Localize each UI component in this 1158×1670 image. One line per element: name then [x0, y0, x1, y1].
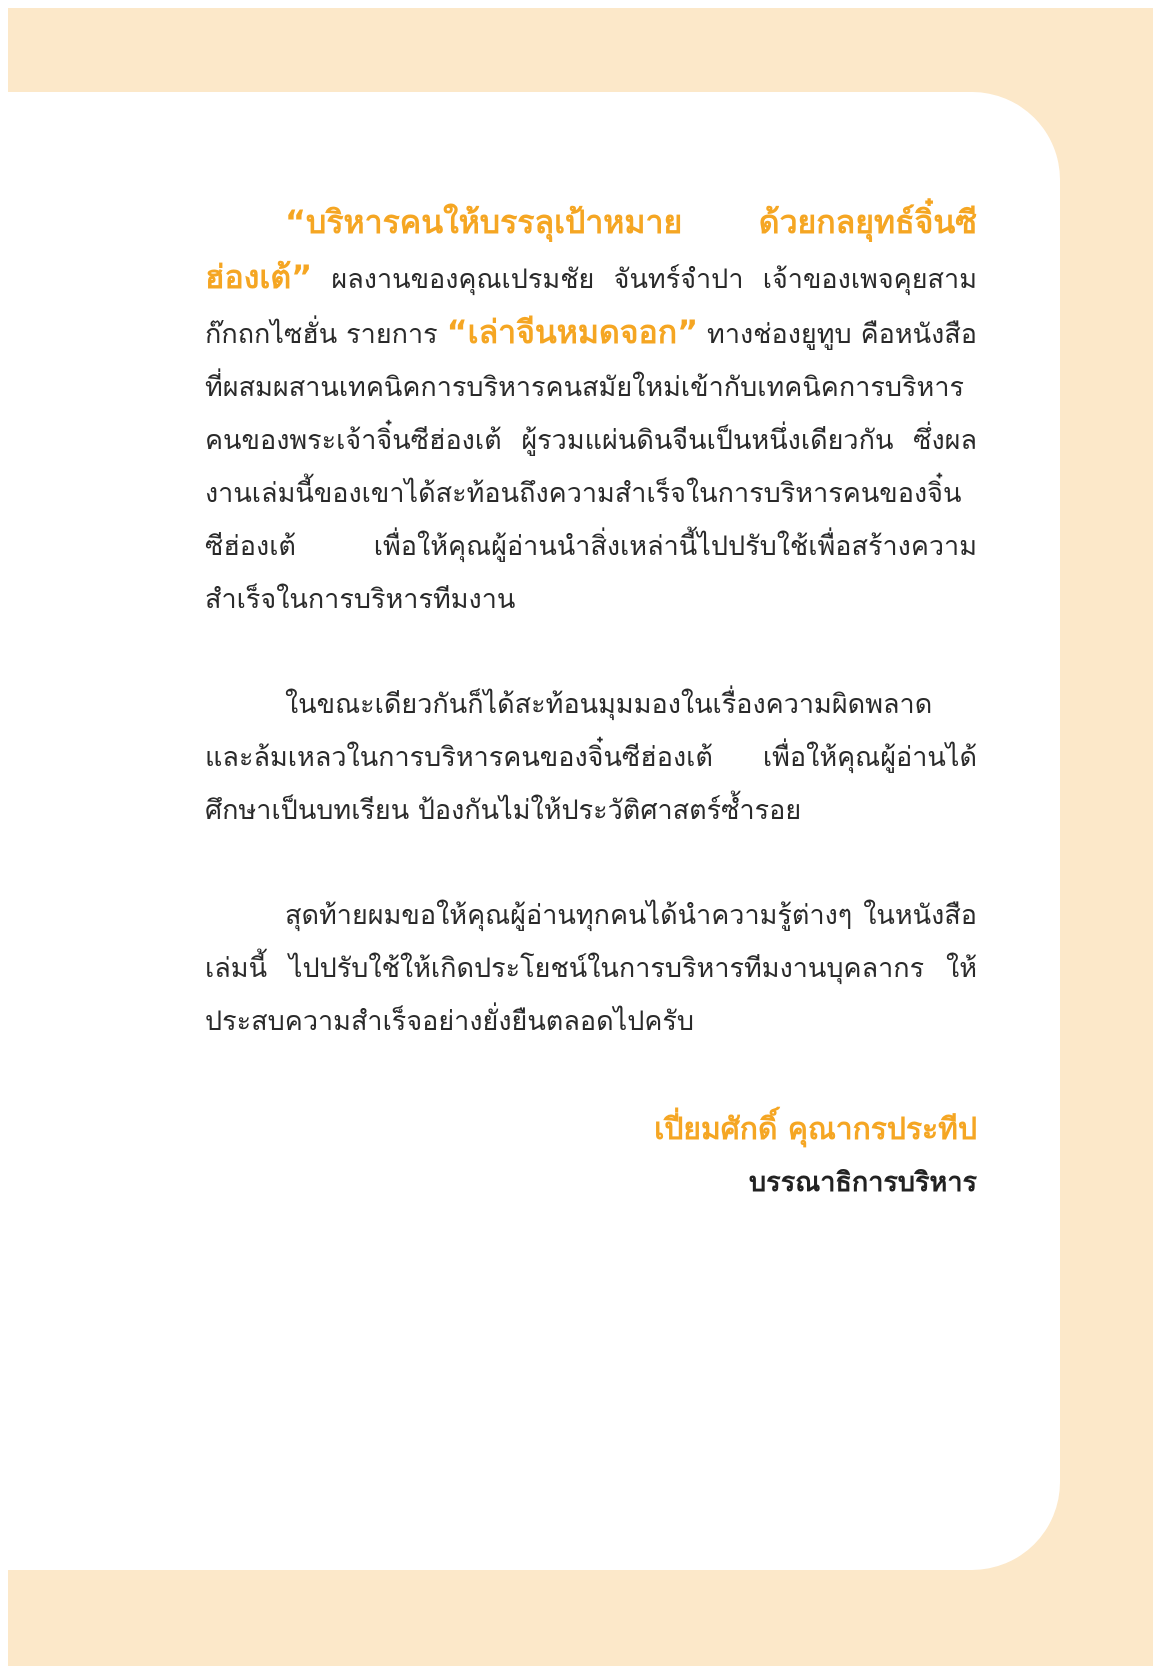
paragraph-closing: สุดท้ายผมขอให้คุณผู้อ่านทุกคนได้นำความรู้ต่างๆ ในหนังสือเล่มนี้ ไปปรับใช้ให้เกิดประโยชน์ในการบริหารทีมงานบุคลากร ให้ประสบความสำเร็จอย่างยั่งยืนตลอดไปครับ — [205, 900, 977, 1037]
signature-block — [654, 1103, 977, 1209]
author-name: เปี่ยมศักดิ์ คุณากรประทีป — [654, 1112, 977, 1147]
paragraph-lessons: ในขณะเดียวกันก็ได้สะท้อนมุมมองในเรื่องความผิดพลาดและล้มเหลวในการบริหารคนของจิ๋นซีฮ่องเต้ เพื่อให้คุณผู้อ่านได้ศึกษาเป็นบทเรียน ป้องกันไม่ให้ประวัติศาสตร์ซ้ำรอย — [205, 689, 977, 826]
book-title-highlight: “บริหารคนให้บรรลุเป้าหมาย ด้วยกลยุทธ์จิ๋นซีฮ่องเต้” — [205, 203, 977, 296]
paragraph-intro-text-2: ทางช่องยูทูบ คือหนังสือที่ผสมผสานเทคนิคการบริหารคนสมัยใหม่เข้ากับเทคนิคการบริหารคนของพระเจ้าจิ๋นซีฮ่องเต้ ผู้รวมแผ่นดินจีนเป็นหนึ่งเดียวกัน ซึ่งผลงานเล่มนี้ของเขาได้สะท้อนถึงความสำเร็จในการบริหารคนของจิ๋นซีฮ่องเต้ เพื่อให้คุณผู้อ่านนำสิ่งเหล่านี้ไปปรับใช้เพื่อสร้างความสำเร็จในการบริหารทีมงาน — [205, 319, 978, 615]
paragraph-intro-text-1: ผลงานของคุณเปรมชัย จันทร์จำปา เจ้าของเพจคุยสามก๊กถกไซฮั่น รายการ — [205, 264, 977, 350]
author-role: บรรณาธิการบริหาร — [749, 1167, 977, 1198]
preface-text — [205, 196, 977, 1048]
program-name-highlight: “เล่าจีนหมดจอก” — [446, 313, 699, 351]
paragraph-intro — [205, 196, 977, 626]
